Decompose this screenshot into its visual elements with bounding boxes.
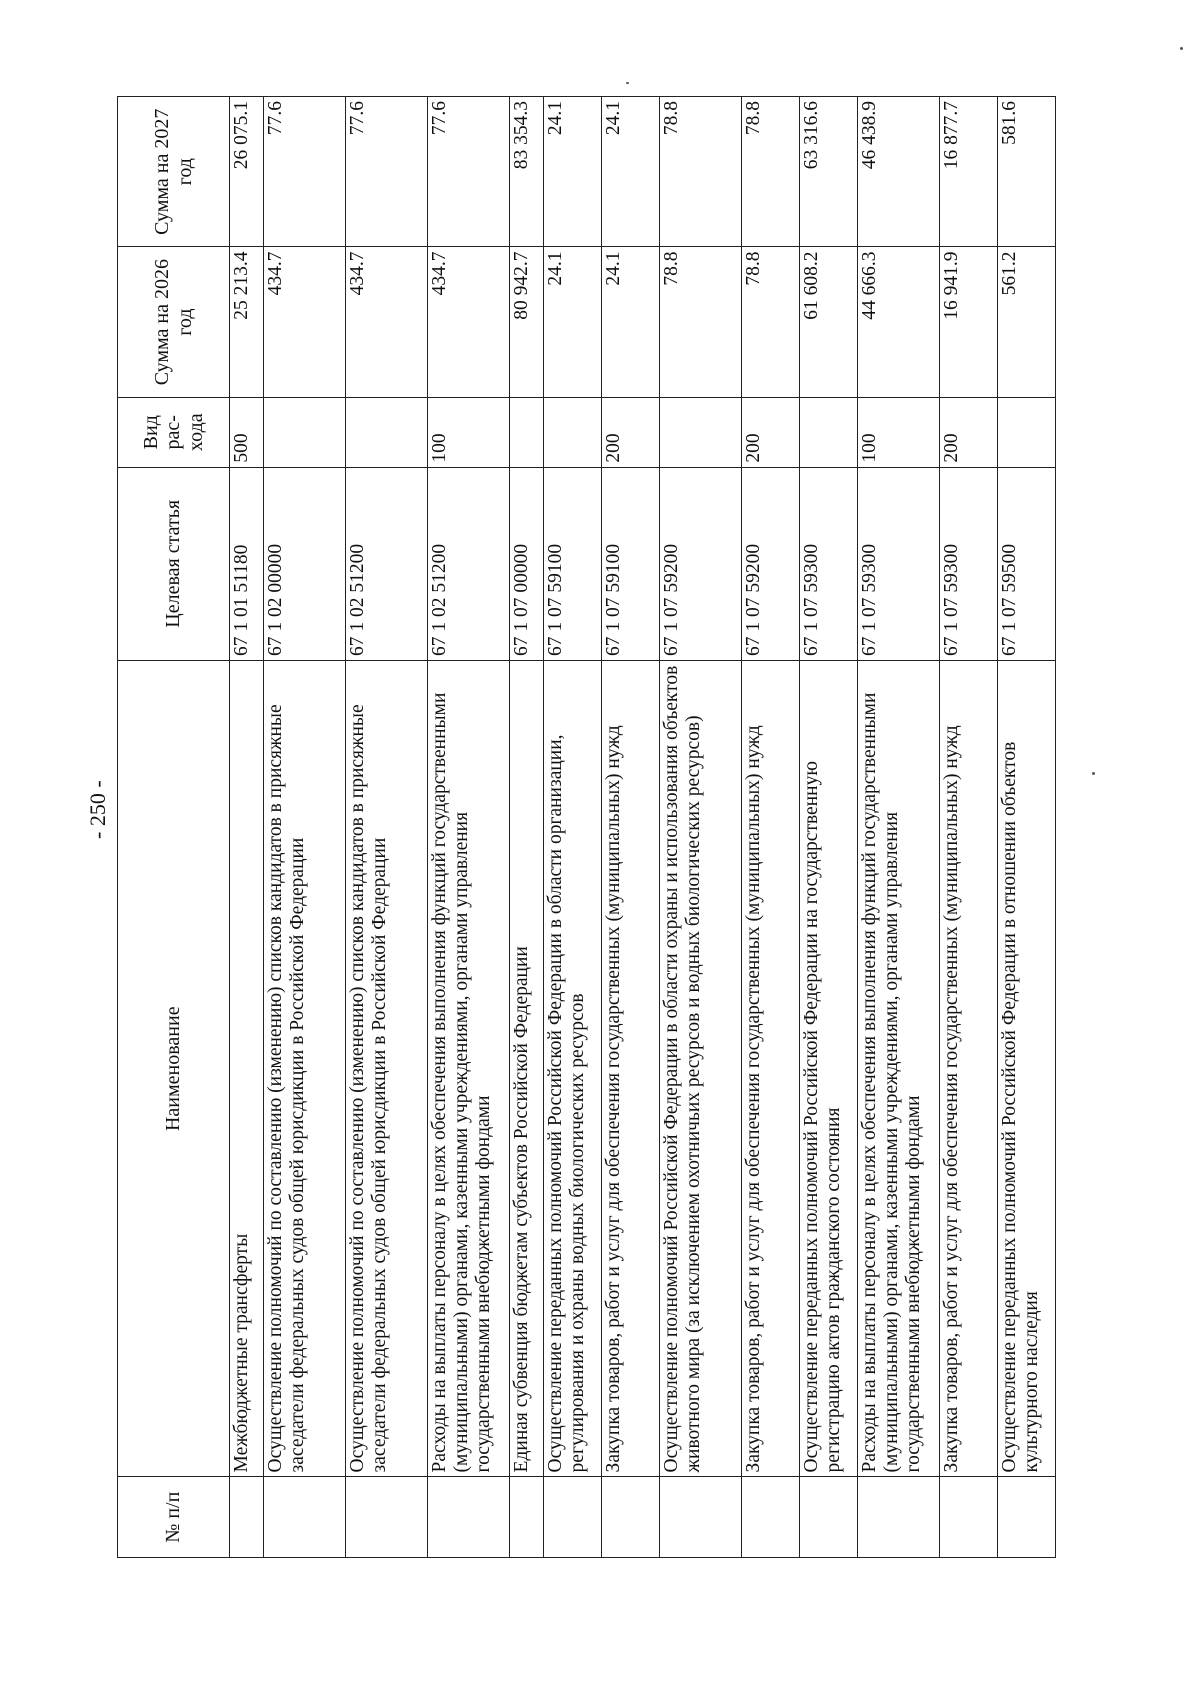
cell-sum-2026: 561.2 <box>998 247 1056 397</box>
cell-name: Осуществление переданных полномочий Российской Федерации в области организации, регулирования и охраны водных биологических ресурсов <box>544 661 602 1477</box>
table-row <box>230 97 264 1558</box>
cell-sum-2027: 46 438.9 <box>858 97 940 247</box>
cell-sum-2027: 24.1 <box>602 97 660 247</box>
cell-code: 67 1 07 00000 <box>510 467 544 660</box>
cell-vid <box>346 397 428 467</box>
header-code: Целевая статья <box>118 467 230 660</box>
cell-vid <box>998 397 1056 467</box>
cell-vid <box>660 397 742 467</box>
cell-code: 67 1 07 59300 <box>800 467 858 660</box>
table-row <box>800 97 858 1558</box>
cell-name: Осуществление полномочий по составлению (изменению) списков кандидатов в присяжные заседатели федеральных судов общей юрисдикции в Российской Федерации <box>264 661 346 1477</box>
cell-name: Закупка товаров, работ и услуг для обеспечения государственных (муниципальных) нужд <box>742 661 800 1477</box>
page-number: - 250 - <box>85 780 110 839</box>
cell-name: Закупка товаров, работ и услуг для обеспечения государственных (муниципальных) нужд <box>940 661 998 1477</box>
table-row <box>346 97 428 1558</box>
table-row <box>602 97 660 1558</box>
cell-vid <box>510 397 544 467</box>
cell-sum-2027: 581.6 <box>998 97 1056 247</box>
cell-num <box>800 1477 858 1558</box>
table-row <box>998 97 1056 1558</box>
cell-name: Единая субвенция бюджетам субъектов Российской Федерации <box>510 661 544 1477</box>
cell-code: 67 1 07 59100 <box>602 467 660 660</box>
cell-name: Закупка товаров, работ и услуг для обеспечения государственных (муниципальных) нужд <box>602 661 660 1477</box>
cell-code: 67 1 07 59500 <box>998 467 1056 660</box>
cell-code: 67 1 07 59300 <box>940 467 998 660</box>
cell-vid: 200 <box>940 397 998 467</box>
cell-sum-2027: 16 877.7 <box>940 97 998 247</box>
cell-sum-2026: 24.1 <box>602 247 660 397</box>
cell-name: Межбюджетные трансферты <box>230 661 264 1477</box>
cell-num <box>858 1477 940 1558</box>
cell-name: Осуществление переданных полномочий Российской Федерации на государственную регистрацию актов гражданского состояния <box>800 661 858 1477</box>
cell-sum-2027: 83 354.3 <box>510 97 544 247</box>
cell-code: 67 1 02 51200 <box>428 467 510 660</box>
cell-vid: 200 <box>742 397 800 467</box>
cell-vid: 200 <box>602 397 660 467</box>
cell-vid: 100 <box>428 397 510 467</box>
cell-name: Осуществление полномочий по составлению (изменению) списков кандидатов в присяжные заседатели федеральных судов общей юрисдикции в Российской Федерации <box>346 661 428 1477</box>
header-num: № п/п <box>118 1477 230 1558</box>
cell-sum-2027: 24.1 <box>544 97 602 247</box>
cell-sum-2026: 24.1 <box>544 247 602 397</box>
header-sum-2026: Сумма на 2026 год <box>118 247 230 397</box>
cell-vid: 500 <box>230 397 264 467</box>
cell-sum-2027: 78.8 <box>742 97 800 247</box>
cell-code: 67 1 01 51180 <box>230 467 264 660</box>
cell-code: 67 1 02 51200 <box>346 467 428 660</box>
cell-sum-2027: 77.6 <box>428 97 510 247</box>
cell-num <box>602 1477 660 1558</box>
cell-vid: 100 <box>858 397 940 467</box>
table-row <box>510 97 544 1558</box>
cell-sum-2026: 78.8 <box>742 247 800 397</box>
cell-sum-2027: 77.6 <box>346 97 428 247</box>
cell-sum-2026: 434.7 <box>346 247 428 397</box>
cell-vid <box>264 397 346 467</box>
scan-speck <box>1180 47 1183 50</box>
cell-num <box>428 1477 510 1558</box>
cell-name: Осуществление полномочий Российской Федерации в области охраны и использования объектов животного мира (за исключением охотничьих ресурсов и водных биологических ресурсов) <box>660 661 742 1477</box>
cell-sum-2026: 16 941.9 <box>940 247 998 397</box>
header-name: Наименование <box>118 661 230 1477</box>
cell-num <box>660 1477 742 1558</box>
cell-name: Расходы на выплаты персоналу в целях обеспечения выполнения функций государственными (муниципальными) органами, казенными учреждениями, органами управления государственными внебюджетными фондами <box>858 661 940 1477</box>
cell-sum-2026: 434.7 <box>428 247 510 397</box>
scan-speck <box>626 82 629 84</box>
table-row <box>742 97 800 1558</box>
cell-name: Расходы на выплаты персоналу в целях обеспечения выполнения функций государственными (муниципальными) органами, казенными учреждениями, органами управления государственными внебюджетными фондами <box>428 661 510 1477</box>
cell-sum-2027: 77.6 <box>264 97 346 247</box>
cell-code: 67 1 02 00000 <box>264 467 346 660</box>
cell-code: 67 1 07 59300 <box>858 467 940 660</box>
cell-num <box>998 1477 1056 1558</box>
cell-sum-2027: 26 075.1 <box>230 97 264 247</box>
rotated-table-container <box>117 96 1047 1558</box>
cell-sum-2026: 61 608.2 <box>800 247 858 397</box>
cell-sum-2026: 25 213.4 <box>230 247 264 397</box>
cell-sum-2026: 80 942.7 <box>510 247 544 397</box>
table-row <box>544 97 602 1558</box>
cell-vid <box>800 397 858 467</box>
table-row <box>858 97 940 1558</box>
header-sum-2027: Сумма на 2027 год <box>118 97 230 247</box>
budget-table <box>117 96 1056 1558</box>
header-row <box>118 97 230 1558</box>
table-row <box>428 97 510 1558</box>
cell-name: Осуществление переданных полномочий Российской Федерации в отношении объектов культурного наследия <box>998 661 1056 1477</box>
cell-sum-2026: 44 666.3 <box>858 247 940 397</box>
cell-num <box>510 1477 544 1558</box>
scan-speck <box>1092 772 1095 775</box>
cell-code: 67 1 07 59100 <box>544 467 602 660</box>
cell-num <box>544 1477 602 1558</box>
cell-num <box>230 1477 264 1558</box>
cell-code: 67 1 07 59200 <box>742 467 800 660</box>
cell-sum-2026: 78.8 <box>660 247 742 397</box>
cell-sum-2027: 63 316.6 <box>800 97 858 247</box>
table-row <box>264 97 346 1558</box>
cell-sum-2027: 78.8 <box>660 97 742 247</box>
cell-num <box>346 1477 428 1558</box>
cell-sum-2026: 434.7 <box>264 247 346 397</box>
cell-num <box>264 1477 346 1558</box>
table-row <box>940 97 998 1558</box>
cell-code: 67 1 07 59200 <box>660 467 742 660</box>
cell-num <box>940 1477 998 1558</box>
cell-num <box>742 1477 800 1558</box>
header-vid: Вид рас- хода <box>118 397 230 467</box>
cell-vid <box>544 397 602 467</box>
table-row <box>660 97 742 1558</box>
